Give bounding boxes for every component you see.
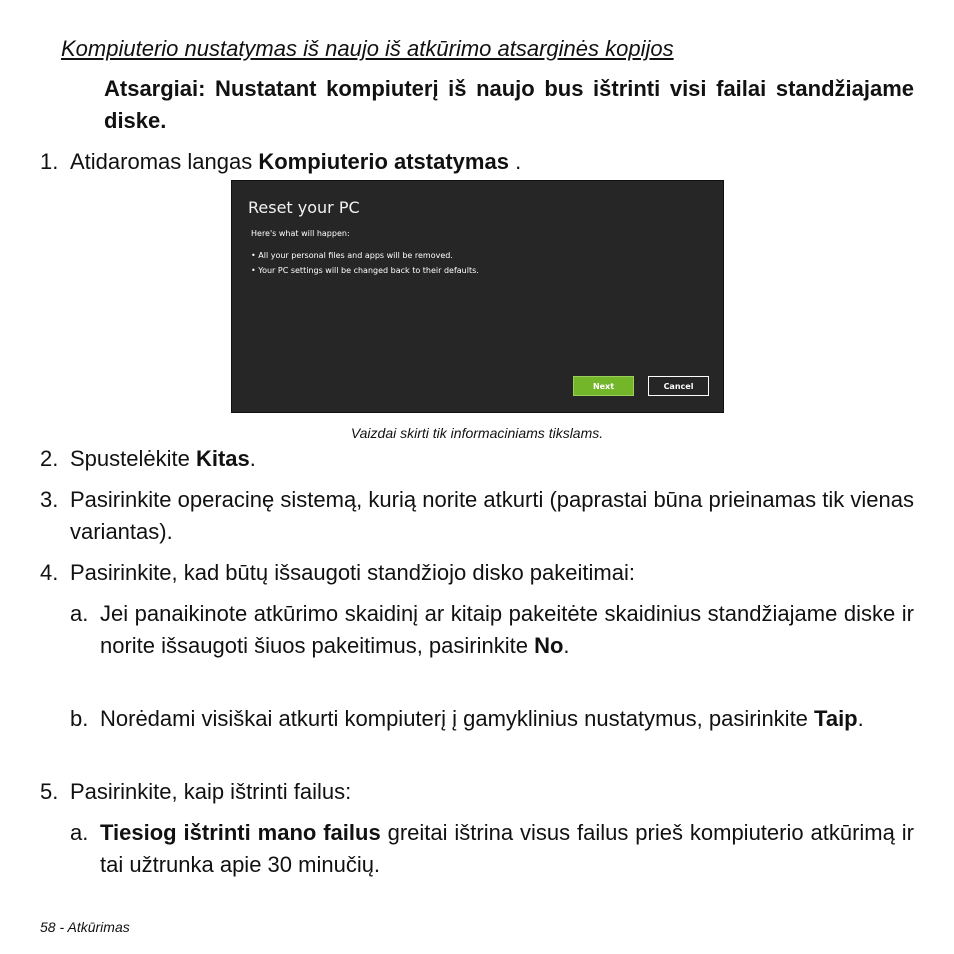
step-4b: [70, 703, 914, 735]
reset-pc-bullet: • All your personal files and apps will be removed.: [251, 251, 453, 260]
next-button[interactable]: Next: [573, 376, 634, 396]
substep-text-end: .: [857, 706, 864, 731]
option-name: Taip: [814, 706, 858, 731]
reset-pc-bullet: • Your PC settings will be changed back to their defaults.: [251, 266, 479, 275]
step-3: [40, 484, 914, 548]
step-text: Pasirinkite, kaip ištrinti failus:: [70, 779, 352, 804]
substep-text: Jei panaikinote atkūrimo skaidinį ar kitaip pakeitėte skaidinius standžiajame diske ir norite išsaugoti šiuos pakeitimus, pasirinkite: [100, 601, 914, 658]
option-name: No: [534, 633, 564, 658]
step-4a: [70, 598, 914, 662]
step-number: 5.: [40, 779, 59, 804]
substep-letter: a.: [70, 820, 89, 845]
window-name: Kompiuterio atstatymas: [258, 149, 509, 174]
section-heading: Kompiuterio nustatymas iš naujo iš atkūrimo atsarginės kopijos: [61, 36, 674, 61]
page-footer: 58 - Atkūrimas: [40, 919, 130, 935]
warning-note: Atsargiai: Nustatant kompiuterį iš naujo bus ištrinti visi failai standžiajame diske.: [104, 76, 914, 133]
substep-text: greitai ištrina visus failus prieš kompiuterio atkūrimą ir tai užtrunka apie 30 minučių.: [100, 820, 914, 877]
step-4: [40, 557, 914, 589]
step-2: [40, 443, 914, 475]
step-5: [40, 776, 914, 808]
cancel-button[interactable]: Cancel: [648, 376, 709, 396]
step-5a: [70, 817, 914, 881]
step-text: Atidaromas langas: [70, 149, 259, 174]
substep-text-end: .: [563, 633, 570, 658]
step-number: 2.: [40, 446, 59, 471]
step-number: 1.: [40, 149, 59, 174]
image-caption: Vaizdai skirti tik informaciniams tikslams.: [350, 425, 604, 441]
step-number: 4.: [40, 560, 59, 585]
option-name: Tiesiog ištrinti mano failus: [100, 820, 381, 845]
step-text: Spustelėkite: [70, 446, 196, 471]
reset-pc-title: Reset your PC: [248, 198, 360, 217]
step-1: [40, 146, 914, 178]
substep-letter: a.: [70, 601, 89, 626]
substep-text: Norėdami visiškai atkurti kompiuterį į gamyklinius nustatymus, pasirinkite: [100, 706, 815, 731]
reset-pc-screenshot: [231, 180, 724, 413]
step-text: Pasirinkite, kad būtų išsaugoti standžiojo disko pakeitimai:: [70, 560, 635, 585]
step-number: 3.: [40, 487, 59, 512]
substep-letter: b.: [70, 706, 89, 731]
step-text-end: .: [508, 149, 522, 174]
step-text: Pasirinkite operacinę sistemą, kurią norite atkurti (paprastai būna prieinamas tik vienas variantas).: [70, 487, 914, 544]
button-name: Kitas: [195, 446, 250, 471]
step-text-end: .: [249, 446, 256, 471]
reset-pc-subtitle: Here's what will happen:: [251, 229, 350, 238]
